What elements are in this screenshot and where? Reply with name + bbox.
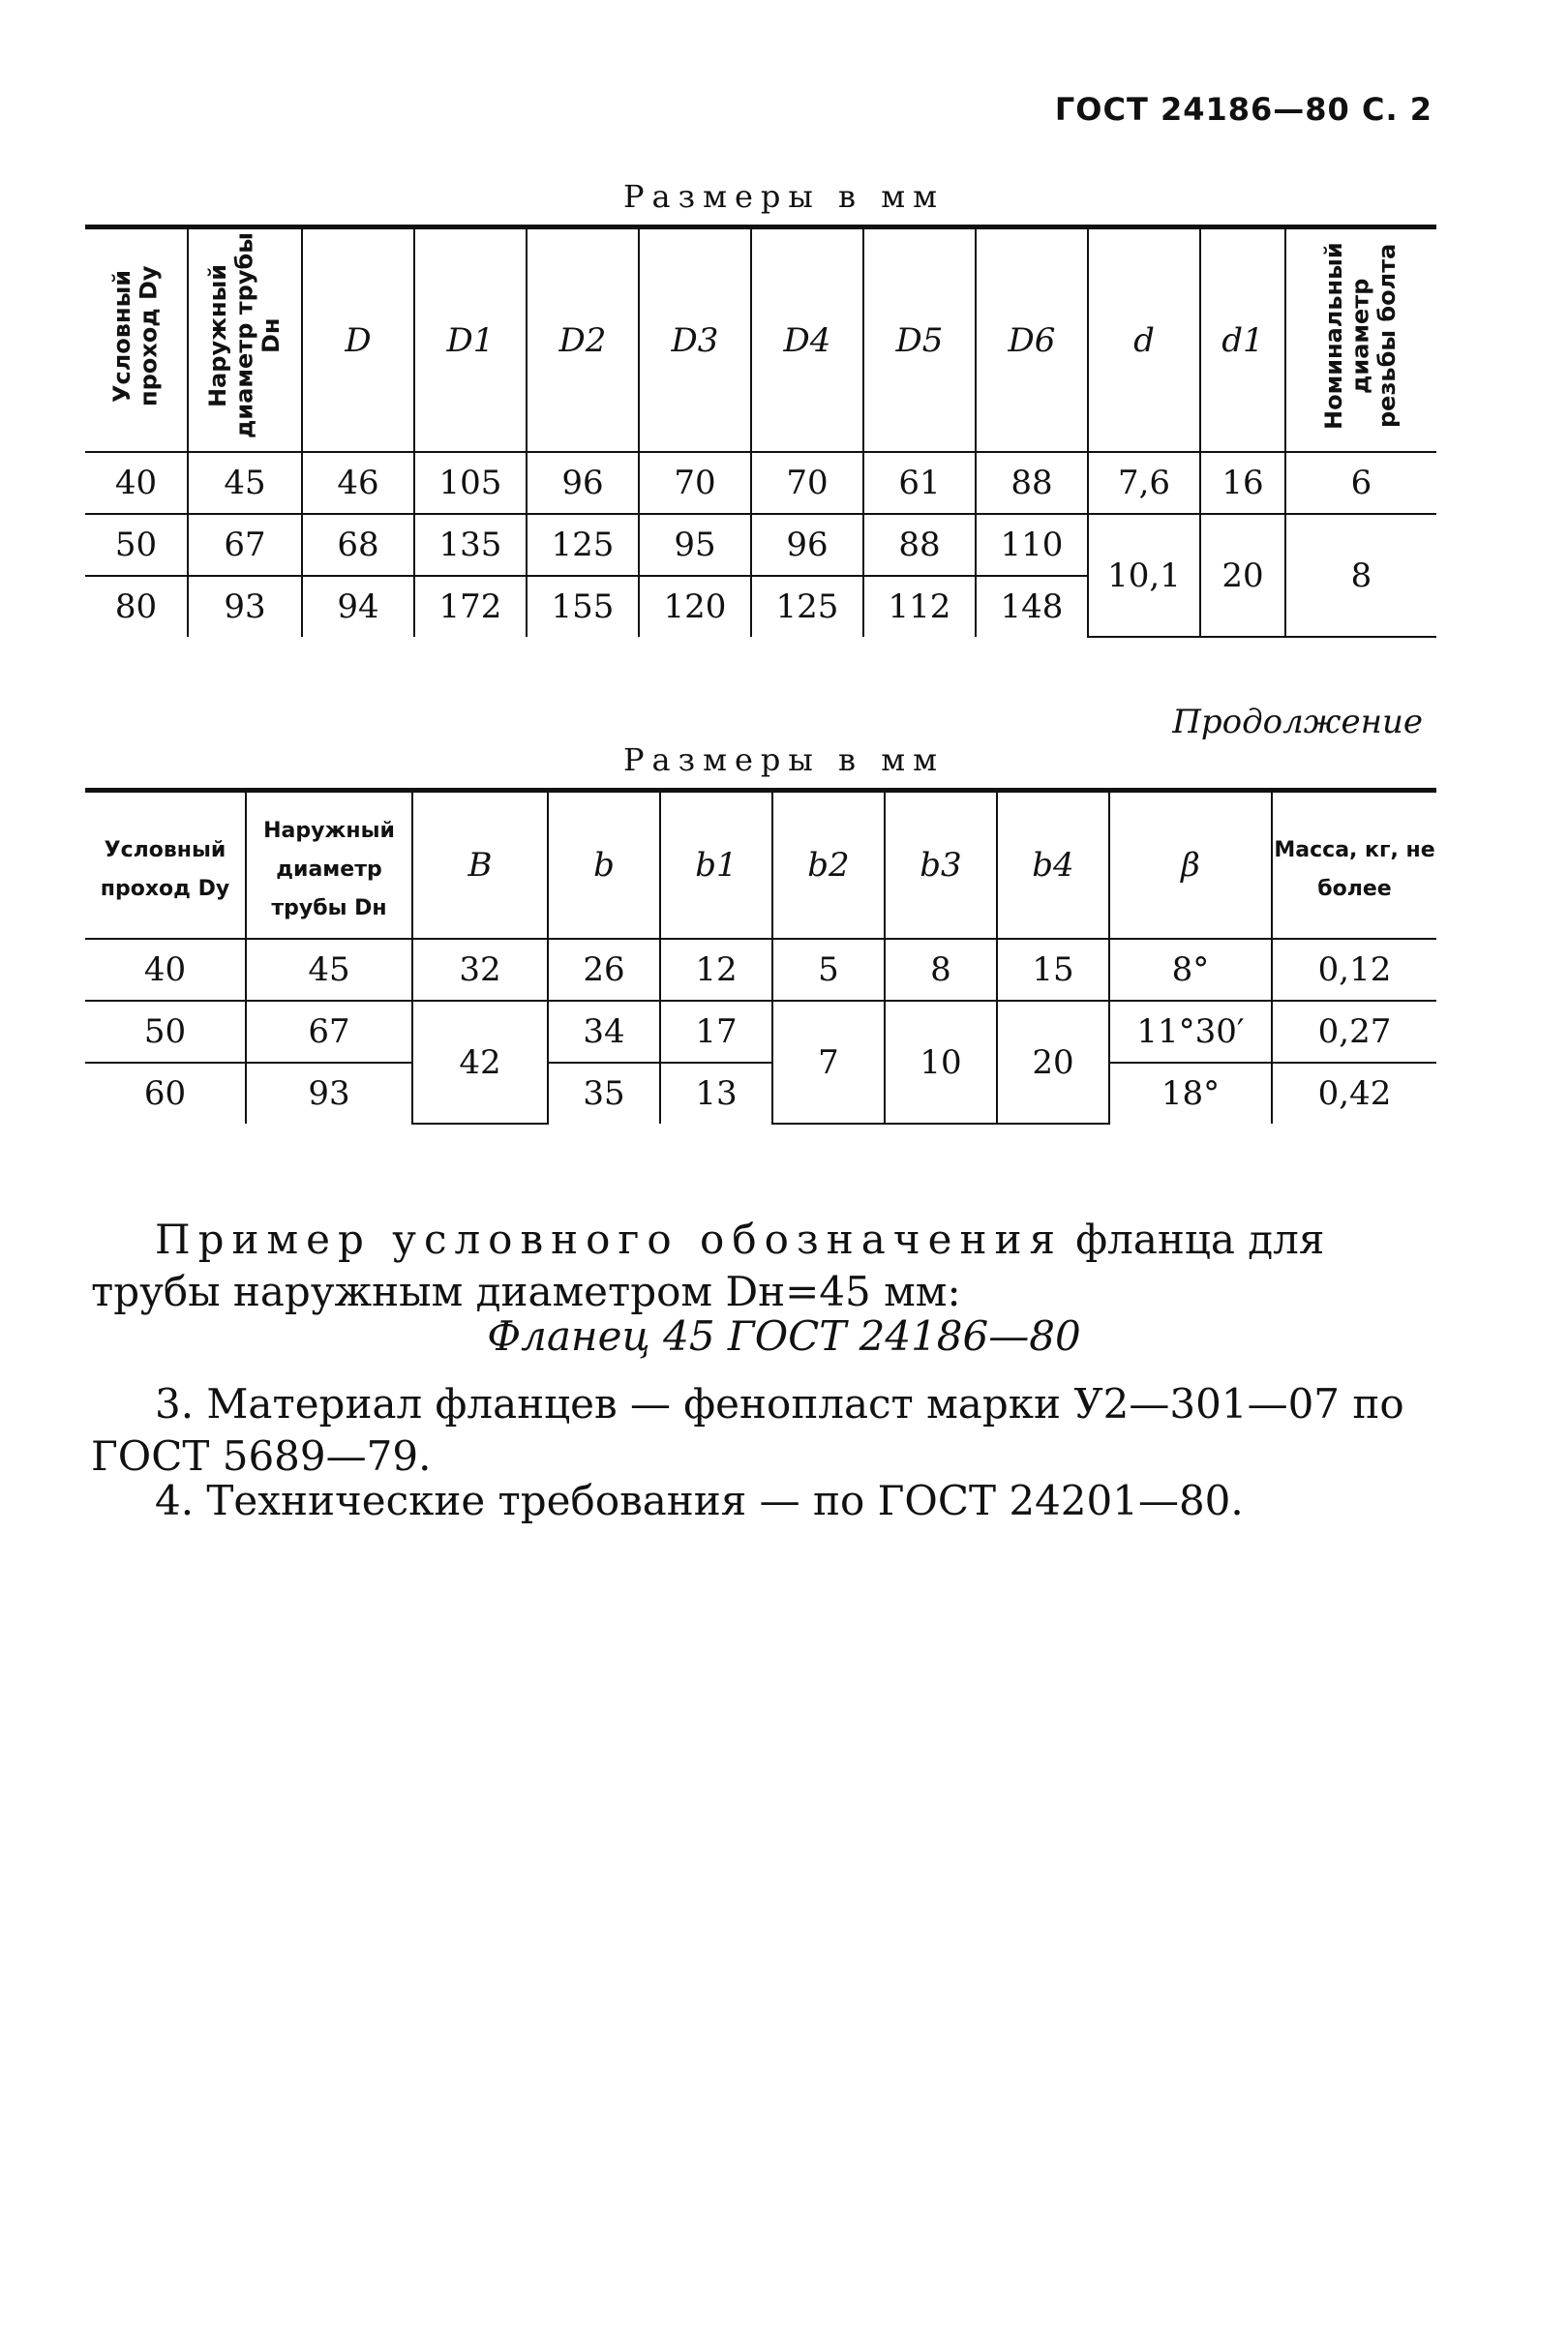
- col-header: D6: [976, 227, 1088, 453]
- col-header: Наружный диаметр трубы Dн: [188, 227, 302, 453]
- table-cell: 8: [885, 939, 997, 1001]
- table-cell: 95: [639, 514, 751, 576]
- page-header: ГОСТ 24186—80 С. 2: [1054, 91, 1432, 128]
- col-header: Наружный диаметр трубы Dн: [246, 791, 412, 940]
- table-cell: 0,12: [1272, 939, 1436, 1001]
- dimensions-table-2: [85, 788, 1436, 1125]
- table-row: [85, 514, 1436, 576]
- table-cell: 45: [188, 452, 302, 514]
- table-cell: 12: [660, 939, 772, 1001]
- col-header: β: [1109, 791, 1272, 940]
- table-cell: 8°: [1109, 939, 1272, 1001]
- table-cell: 13: [660, 1063, 772, 1124]
- table-header-row: [85, 227, 1436, 453]
- col-header: d1: [1200, 227, 1285, 453]
- table-cell: 67: [246, 1001, 412, 1063]
- table-row: [85, 939, 1436, 1001]
- table-cell: 148: [976, 576, 1088, 637]
- table-cell: 67: [188, 514, 302, 576]
- table-cell: 70: [751, 452, 863, 514]
- table-cell: 17: [660, 1001, 772, 1063]
- table-cell: 172: [414, 576, 527, 637]
- col-header: b: [548, 791, 660, 940]
- col-header: D3: [639, 227, 751, 453]
- table-cell: 93: [246, 1063, 412, 1124]
- table-cell: 112: [863, 576, 976, 637]
- col-header: D4: [751, 227, 863, 453]
- dimensions-table-1: [85, 225, 1436, 638]
- col-header: b3: [885, 791, 997, 940]
- item-3-paragraph: 3. Материал фланцев — фенопласт марки У2—301—07 по ГОСТ 5689—79.: [91, 1380, 1404, 1480]
- col-header: d: [1088, 227, 1200, 453]
- table-cell: 11°30′: [1109, 1001, 1272, 1063]
- example-designation: Фланец 45 ГОСТ 24186—80: [487, 1312, 1081, 1360]
- table-cell: 60: [85, 1063, 246, 1124]
- table-row: [85, 1063, 1436, 1124]
- table-cell: 40: [85, 452, 188, 514]
- col-header: b1: [660, 791, 772, 940]
- table-cell: 94: [302, 576, 414, 637]
- table-cell: 110: [976, 514, 1088, 576]
- col-header: D5: [863, 227, 976, 453]
- table-cell: 20: [1200, 514, 1285, 637]
- table2-caption: Размеры в мм: [623, 741, 945, 778]
- table-cell: 96: [527, 452, 639, 514]
- table-cell: 45: [246, 939, 412, 1001]
- table-cell: 40: [85, 939, 246, 1001]
- table-cell: 10,1: [1088, 514, 1200, 637]
- table-cell: 88: [976, 452, 1088, 514]
- example-paragraph: [91, 1214, 1446, 1318]
- table-cell: 7: [772, 1001, 885, 1124]
- table-cell: 10: [885, 1001, 997, 1124]
- table-cell: 96: [751, 514, 863, 576]
- col-header: D1: [414, 227, 527, 453]
- table-cell: 42: [412, 1001, 548, 1124]
- table-cell: 34: [548, 1001, 660, 1063]
- table-cell: 120: [639, 576, 751, 637]
- table-cell: 18°: [1109, 1063, 1272, 1124]
- col-header: Условный проход Dу: [85, 227, 188, 453]
- table-cell: 46: [302, 452, 414, 514]
- table-cell: 80: [85, 576, 188, 637]
- table-cell: 20: [997, 1001, 1109, 1124]
- table-cell: 155: [527, 576, 639, 637]
- col-header: b2: [772, 791, 885, 940]
- table-cell: 15: [997, 939, 1109, 1001]
- continuation-label: Продолжение: [1172, 703, 1423, 741]
- table-cell: 105: [414, 452, 527, 514]
- table-cell: 93: [188, 576, 302, 637]
- table-cell: 35: [548, 1063, 660, 1124]
- col-header: b4: [997, 791, 1109, 940]
- table-cell: 0,27: [1272, 1001, 1436, 1063]
- table-cell: 88: [863, 514, 976, 576]
- table-cell: 0,42: [1272, 1063, 1436, 1124]
- table-cell: 7,6: [1088, 452, 1200, 514]
- col-header: D2: [527, 227, 639, 453]
- example-intro: Пример условного обозначения: [155, 1216, 1063, 1263]
- table-cell: 50: [85, 1001, 246, 1063]
- col-header: Масса, кг, не более: [1272, 791, 1436, 940]
- table1-caption: Размеры в мм: [623, 178, 945, 215]
- table-cell: 125: [751, 576, 863, 637]
- table-cell: 6: [1285, 452, 1436, 514]
- table-cell: 125: [527, 514, 639, 576]
- col-header: D: [302, 227, 414, 453]
- table-cell: 5: [772, 939, 885, 1001]
- table-cell: 26: [548, 939, 660, 1001]
- table-cell: 70: [639, 452, 751, 514]
- table-row: [85, 452, 1436, 514]
- table-cell: 16: [1200, 452, 1285, 514]
- table-cell: 50: [85, 514, 188, 576]
- table-cell: 8: [1285, 514, 1436, 637]
- example-intro-rest: фланца для трубы наружным диаметром Dн=45 мм:: [91, 1216, 1325, 1315]
- col-header: Номинальный диаметр резьбы болта: [1285, 227, 1436, 453]
- table-cell: 135: [414, 514, 527, 576]
- table-header-row: [85, 791, 1436, 940]
- item-4-paragraph: 4. Технические требования — по ГОСТ 24201—80.: [155, 1477, 1244, 1524]
- table-cell: 32: [412, 939, 548, 1001]
- table-cell: 61: [863, 452, 976, 514]
- table-cell: 68: [302, 514, 414, 576]
- col-header: B: [412, 791, 548, 940]
- col-header: Условный проход Dу: [85, 791, 246, 940]
- table-row: [85, 1001, 1436, 1063]
